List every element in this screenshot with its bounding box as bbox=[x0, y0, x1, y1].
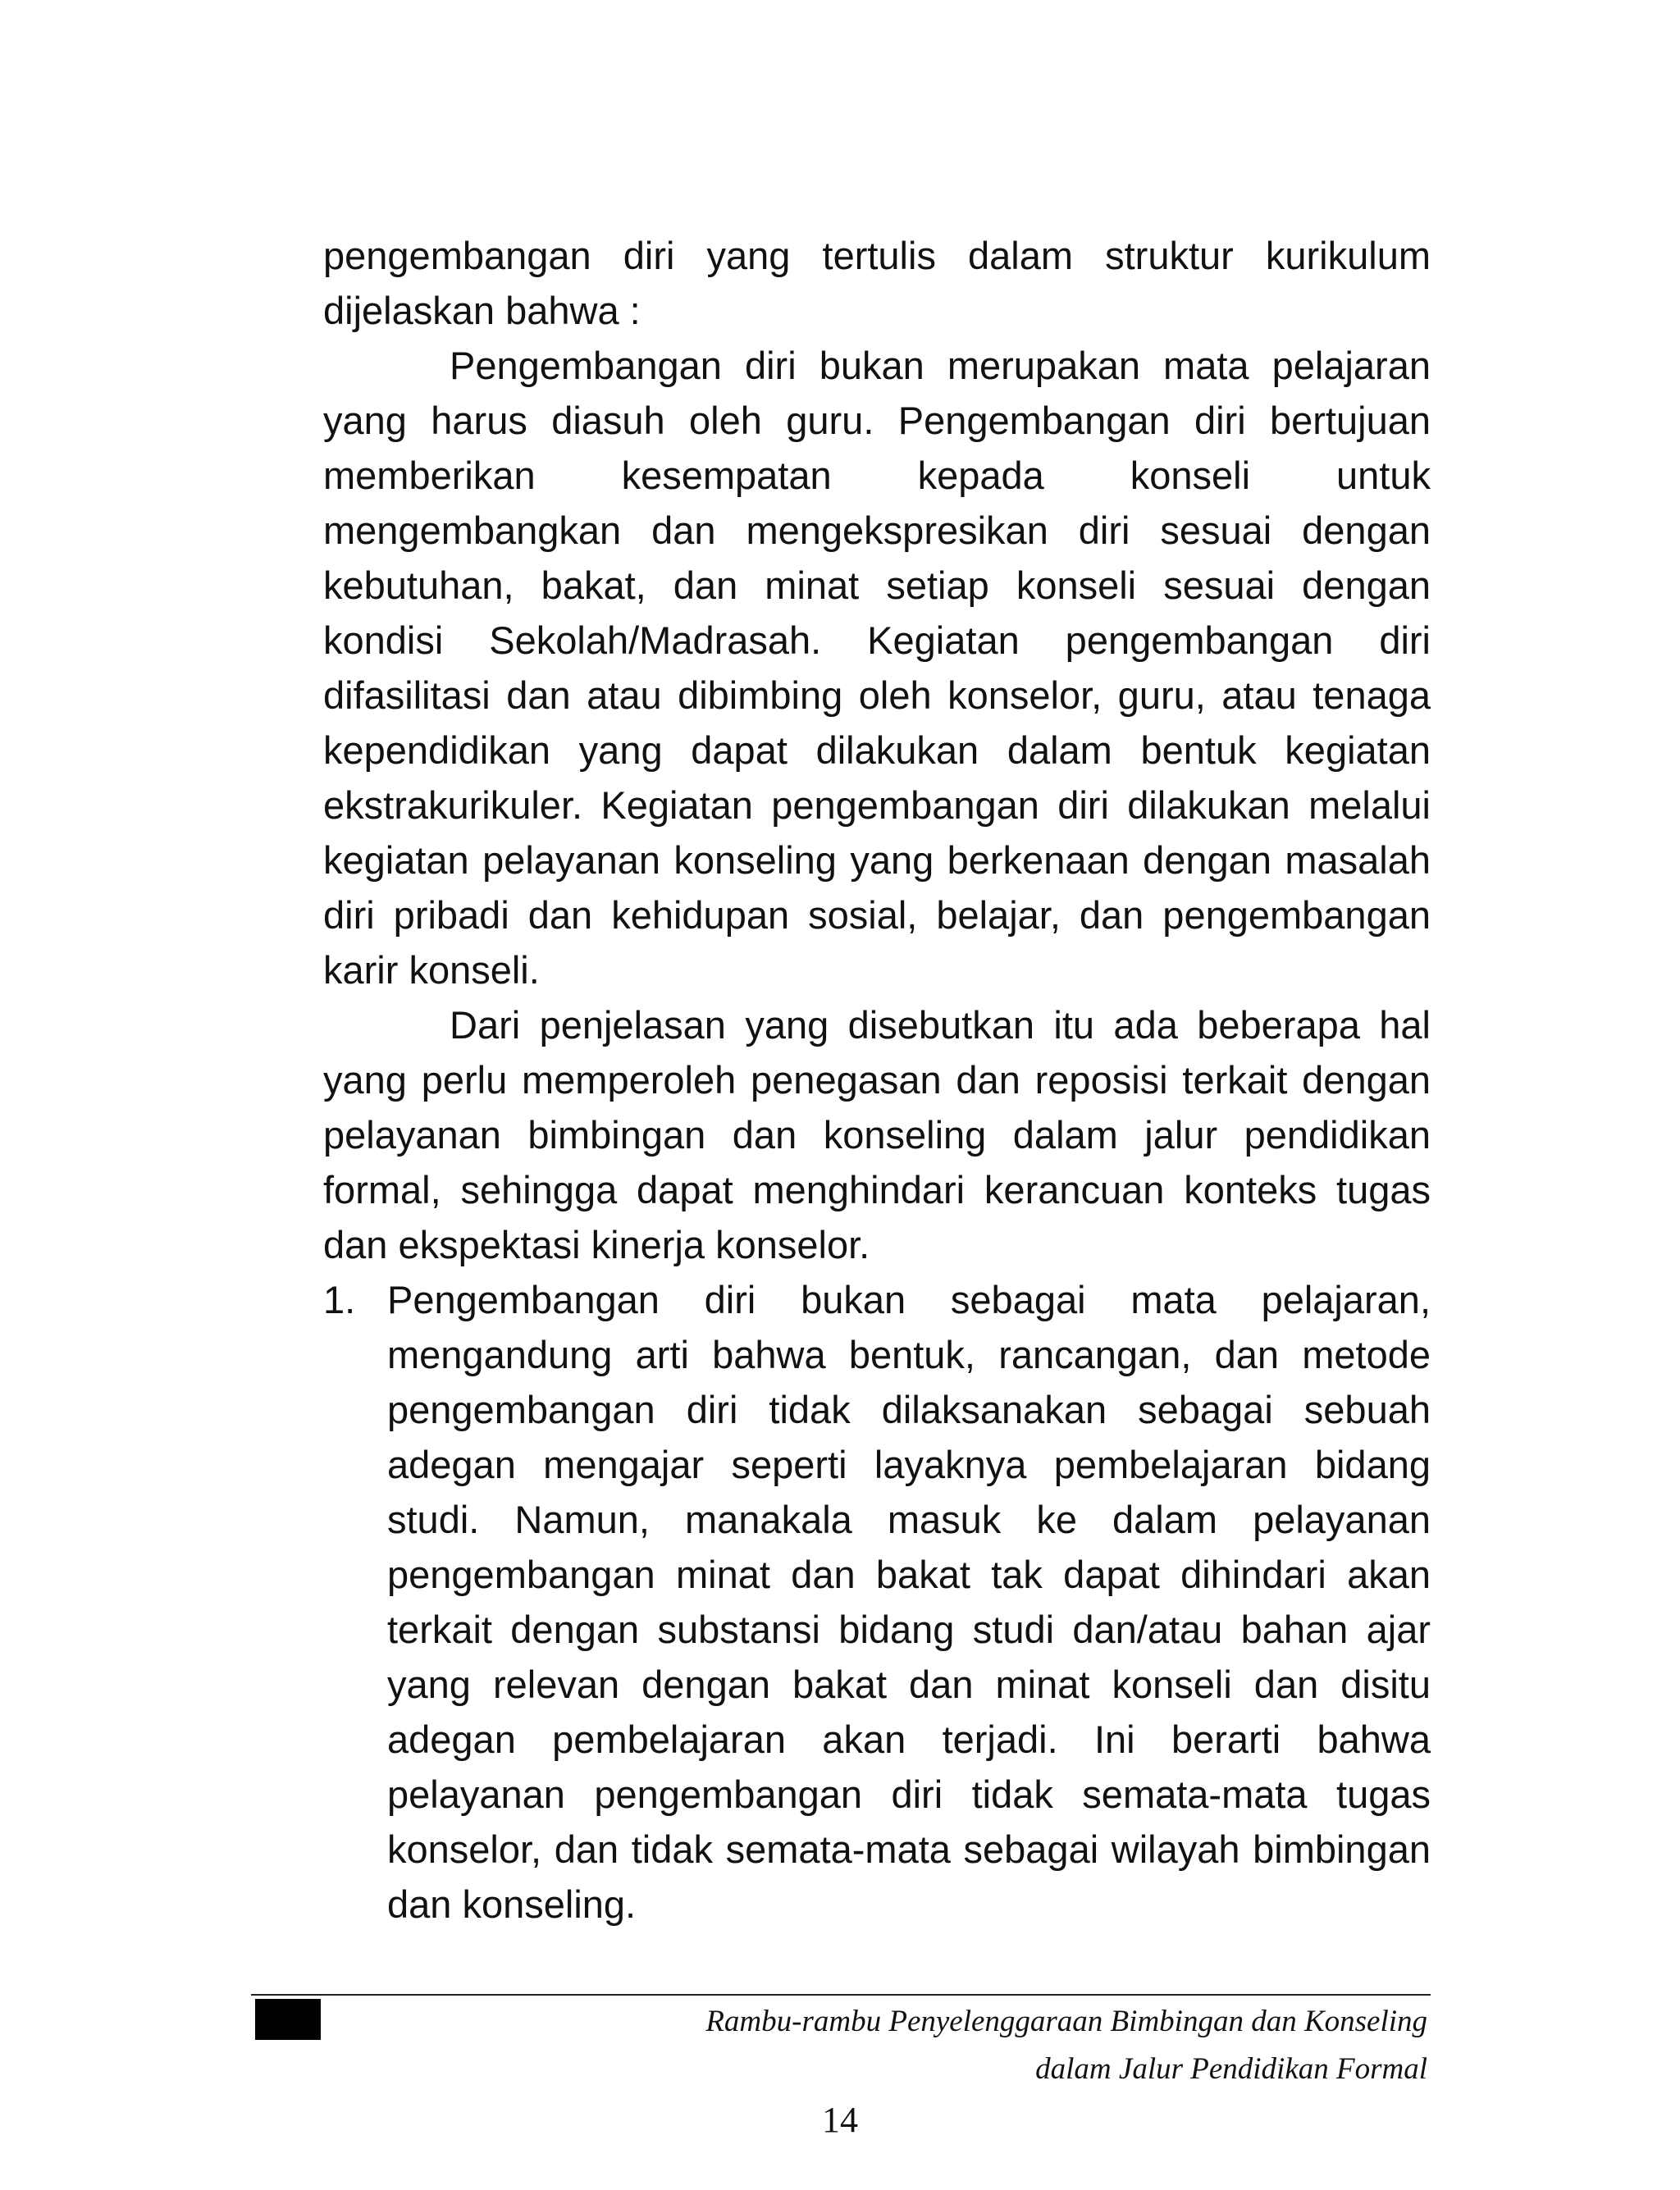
footer-title-line-1: Rambu-rambu Penyelenggaraan Bimbingan dan Konseling bbox=[705, 2005, 1427, 2038]
page-number: 14 bbox=[822, 2100, 858, 2140]
footer-black-block bbox=[255, 1999, 321, 2040]
quote-paragraph: Pengembangan diri bukan merupakan mata pelajaran yang harus diasuh oleh guru. Pengembangan diri bertujuan memberikan kesempatan kepada konseli untuk mengembangkan dan mengekspresikan diri sesuai dengan kebutuhan, bakat, dan minat setiap konseli sesuai dengan kondisi Sekolah/Madrasah. Kegiatan pengembangan diri difasilitasi dan atau dibimbing oleh konselor, guru, atau tenaga kependidikan yang dapat dilakukan dalam bentuk kegiatan ekstrakurikuler. Kegiatan pengembangan diri dilakukan melalui kegiatan pelayanan konseling yang berkenaan dengan masalah diri pribadi dan kehidupan sosial, belajar, dan pengembangan karir konseli. bbox=[323, 344, 1431, 992]
running-footer bbox=[525, 1998, 1427, 2093]
body-text bbox=[323, 228, 1431, 1932]
intro-paragraph: pengembangan diri yang tertulis dalam struktur kurikulum dijelaskan bahwa : bbox=[323, 234, 1431, 332]
footer-divider bbox=[251, 1994, 1431, 1996]
list-marker: 1. bbox=[323, 1278, 356, 1321]
list-item-text: Pengembangan diri bukan sebagai mata pelajaran, mengandung arti bahwa bentuk, rancangan, dan metode pengembangan diri tidak dilaksanakan sebagai sebuah adegan mengajar seperti layaknya pembelajaran bidang studi. Namun, manakala masuk ke dalam pelayanan pengembangan minat dan bakat tak dapat dihindari akan terkait dengan substansi bidang studi dan/atau bahan ajar yang relevan dengan bakat dan minat konseli dan disitu adegan pembelajaran akan terjadi. Ini berarti bahwa pelayanan pengembangan diri tidak semata-mata tugas konselor, dan tidak semata-mata sebagai wilayah bimbingan dan konseling. bbox=[387, 1278, 1431, 1926]
list-item bbox=[323, 1272, 1431, 1932]
footer-title-line-2: dalam Jalur Pendidikan Formal bbox=[1035, 2052, 1427, 2086]
explanation-paragraph: Dari penjelasan yang disebutkan itu ada beberapa hal yang perlu memperoleh penegasan dan reposisi terkait dengan pelayanan bimbingan dan konseling dalam jalur pendidikan formal, sehingga dapat menghindari kerancuan konteks tugas dan ekspektasi kinerja konselor. bbox=[323, 1003, 1431, 1266]
